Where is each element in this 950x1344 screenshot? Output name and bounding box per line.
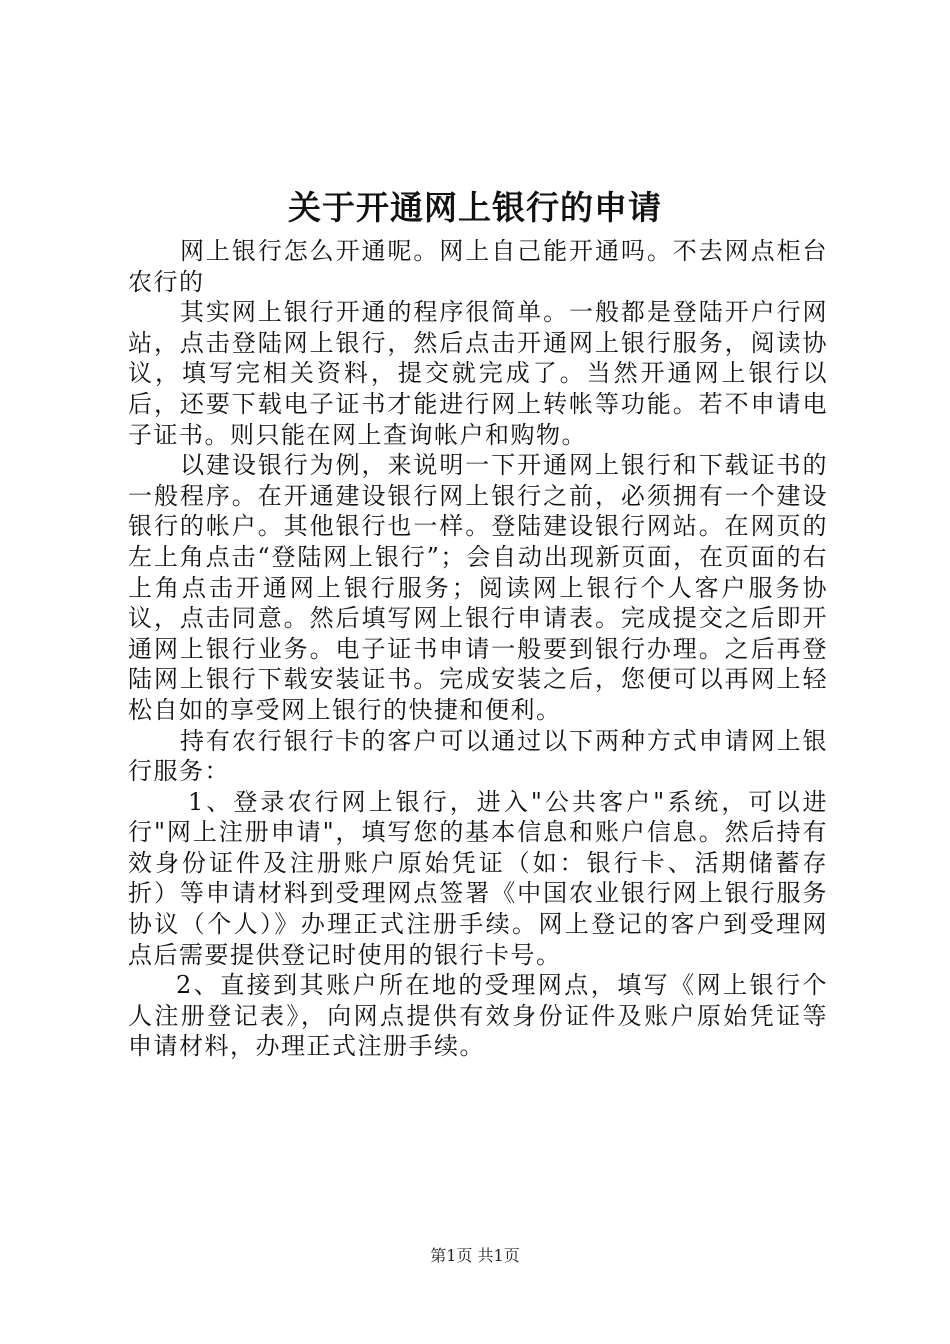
- paragraph-method-online: 1、登录农行网上银行，进入"公共客户"系统，可以进行"网上注册申请"，填写您的基本信息和账户信息。然后持有效身份证件及注册账户原始凭证（如：银行卡、活期储蓄存折）等申请材料到受理网点签署《中国农业银行网上银行服务协议（个人）》办理正式注册手续。网上登记的客户到受理网点后需要提供登记时使用的银行卡号。: [128, 787, 828, 969]
- page-number-footer: 第1页 共1页: [430, 1246, 520, 1265]
- paragraph-abc-methods-intro: 持有农行银行卡的客户可以通过以下两种方式申请网上银行服务：: [128, 726, 828, 786]
- paragraph-general-procedure: 其实网上银行开通的程序很简单。一般都是登陆开户行网站，点击登陆网上银行，然后点击开通网上银行服务，阅读协议，填写完相关资料，提交就完成了。当然开通网上银行以后，还要下载电子证书才能进行网上转帐等功能。若不申请电子证书。则只能在网上查询帐户和购物。: [128, 298, 828, 449]
- paragraph-ccb-example: 以建设银行为例，来说明一下开通网上银行和下载证书的一般程序。在开通建设银行网上银行之前，必须拥有一个建设银行的帐户。其他银行也一样。登陆建设银行网站。在网页的左上角点击“登陆网上银行”；会自动出现新页面，在页面的右上角点击开通网上银行服务；阅读网上银行个人客户服务协议，点击同意。然后填写网上银行申请表。完成提交之后即开通网上银行业务。电子证书申请一般要到银行办理。之后再登陆网上银行下载安装证书。完成安装之后，您便可以再网上轻松自如的享受网上银行的快捷和便利。: [128, 451, 828, 724]
- paragraph-method-branch: 2、直接到其账户所在地的受理网点，填写《网上银行个人注册登记表》，向网点提供有效身份证件及账户原始凭证等申请材料，办理正式注册手续。: [128, 971, 828, 1061]
- document-title: 关于开通网上银行的申请: [288, 188, 662, 227]
- document-body: [128, 236, 828, 1062]
- paragraph-intro-question: 网上银行怎么开通呢。网上自己能开通吗。不去网点柜台农行的: [128, 237, 828, 296]
